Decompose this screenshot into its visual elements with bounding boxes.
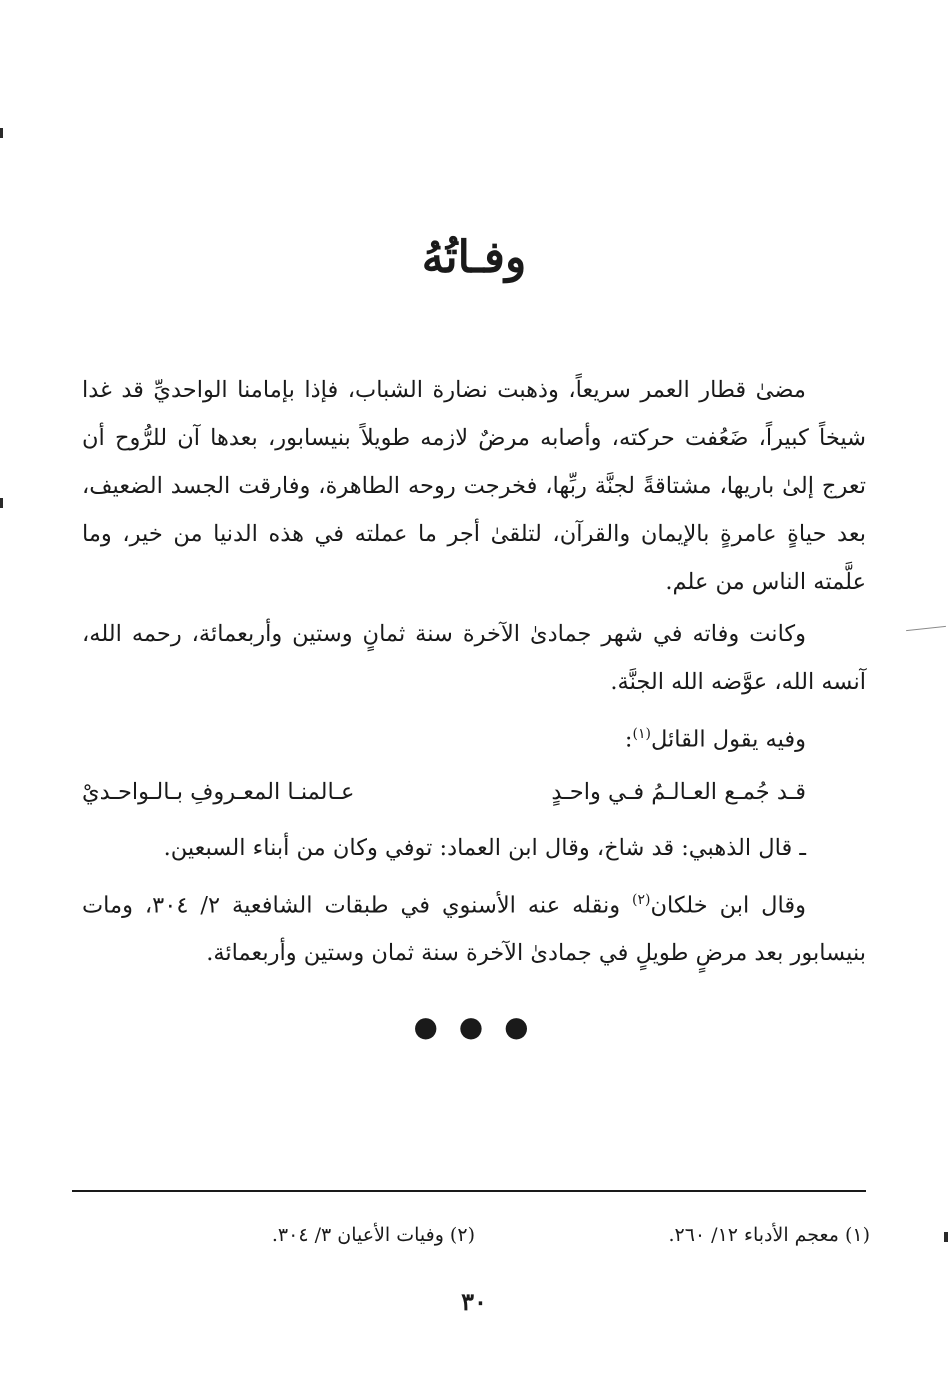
verse-intro: وفيه يقول القائل — [650, 726, 806, 753]
poetry-verse — [82, 768, 866, 816]
paragraph-1: مضىٰ قطار العمر سريعاً، وذهبت نضارة الشباب، فإذا بإمامنا الواحديِّ قد غدا شيخاً كبيراً، ضَعُفت حركته، وأصابه مرضٌ لازمه طويلاً بنيسابور، بعدها آن للرُّوح أن تعرج إلىٰ باريها، مشتاقةً لجنَّة ربِّها، فخرجت روحه الطاهرة، وفارقت الجسد الضعيف، بعد حياةٍ عامرةٍ بالإيمان والقرآن، لتلقىٰ أجر ما عملته في هذه الدنيا من خير، وما علَّمته الناس من علم. — [82, 377, 866, 595]
section-end-ornament: ● ● ● — [413, 1010, 535, 1043]
verse-first-hemistich: قـد جُمـع العـالـمُ فـي واحـدٍ — [551, 778, 806, 805]
verse-intro-colon: : — [624, 726, 633, 753]
scan-artifact-mark — [0, 128, 3, 138]
scan-artifact-mark — [0, 498, 3, 508]
paragraph-5-start: وقال ابن خلكان — [650, 892, 807, 918]
main-text — [82, 366, 866, 981]
paragraph-3 — [82, 710, 866, 764]
footnote-separator — [72, 1190, 866, 1192]
paragraph-5 — [82, 876, 866, 978]
paragraph-2: وكانت وفاته في شهر جمادىٰ الآخرة سنة ثمانٍ وستين وأربعمائة، رحمه الله، آنسه الله، عوَّضه الله الجنَّة. — [82, 621, 866, 695]
paragraph-4: ـ قال الذهبي: قد شاخ، وقال ابن العماد: توفي وكان من أبناء السبعين. — [163, 834, 806, 861]
verse-second-hemistich: عـالمنـا المعـروفِ بـالـواحـديْ — [82, 778, 355, 805]
scan-artifact-mark — [944, 1232, 948, 1242]
footnotes — [80, 1218, 870, 1252]
page-number: ٣٠ — [461, 1287, 487, 1316]
footnote-ref-1[interactable]: (١) — [632, 726, 651, 742]
footnote-ref-2[interactable]: (٢) — [632, 891, 651, 908]
chapter-title: وفـاتُهُ — [421, 232, 527, 283]
paragraph-5-rest: ونقله عنه الأسنوي في طبقات الشافعية ٢/ ٣٠٤، ومات بنيسابور بعد مرضٍ طويلٍ في جمادىٰ الآخرة سنة ثمان وستين وأربعمائة. — [82, 892, 866, 966]
footnote-1: (١) معجم الأدباء ١٢/ ٢٦٠. — [668, 1224, 870, 1246]
footnote-2: (٢) وفيات الأعيان ٣/ ٣٠٤. — [271, 1224, 475, 1246]
scan-artifact-mark — [906, 626, 946, 631]
